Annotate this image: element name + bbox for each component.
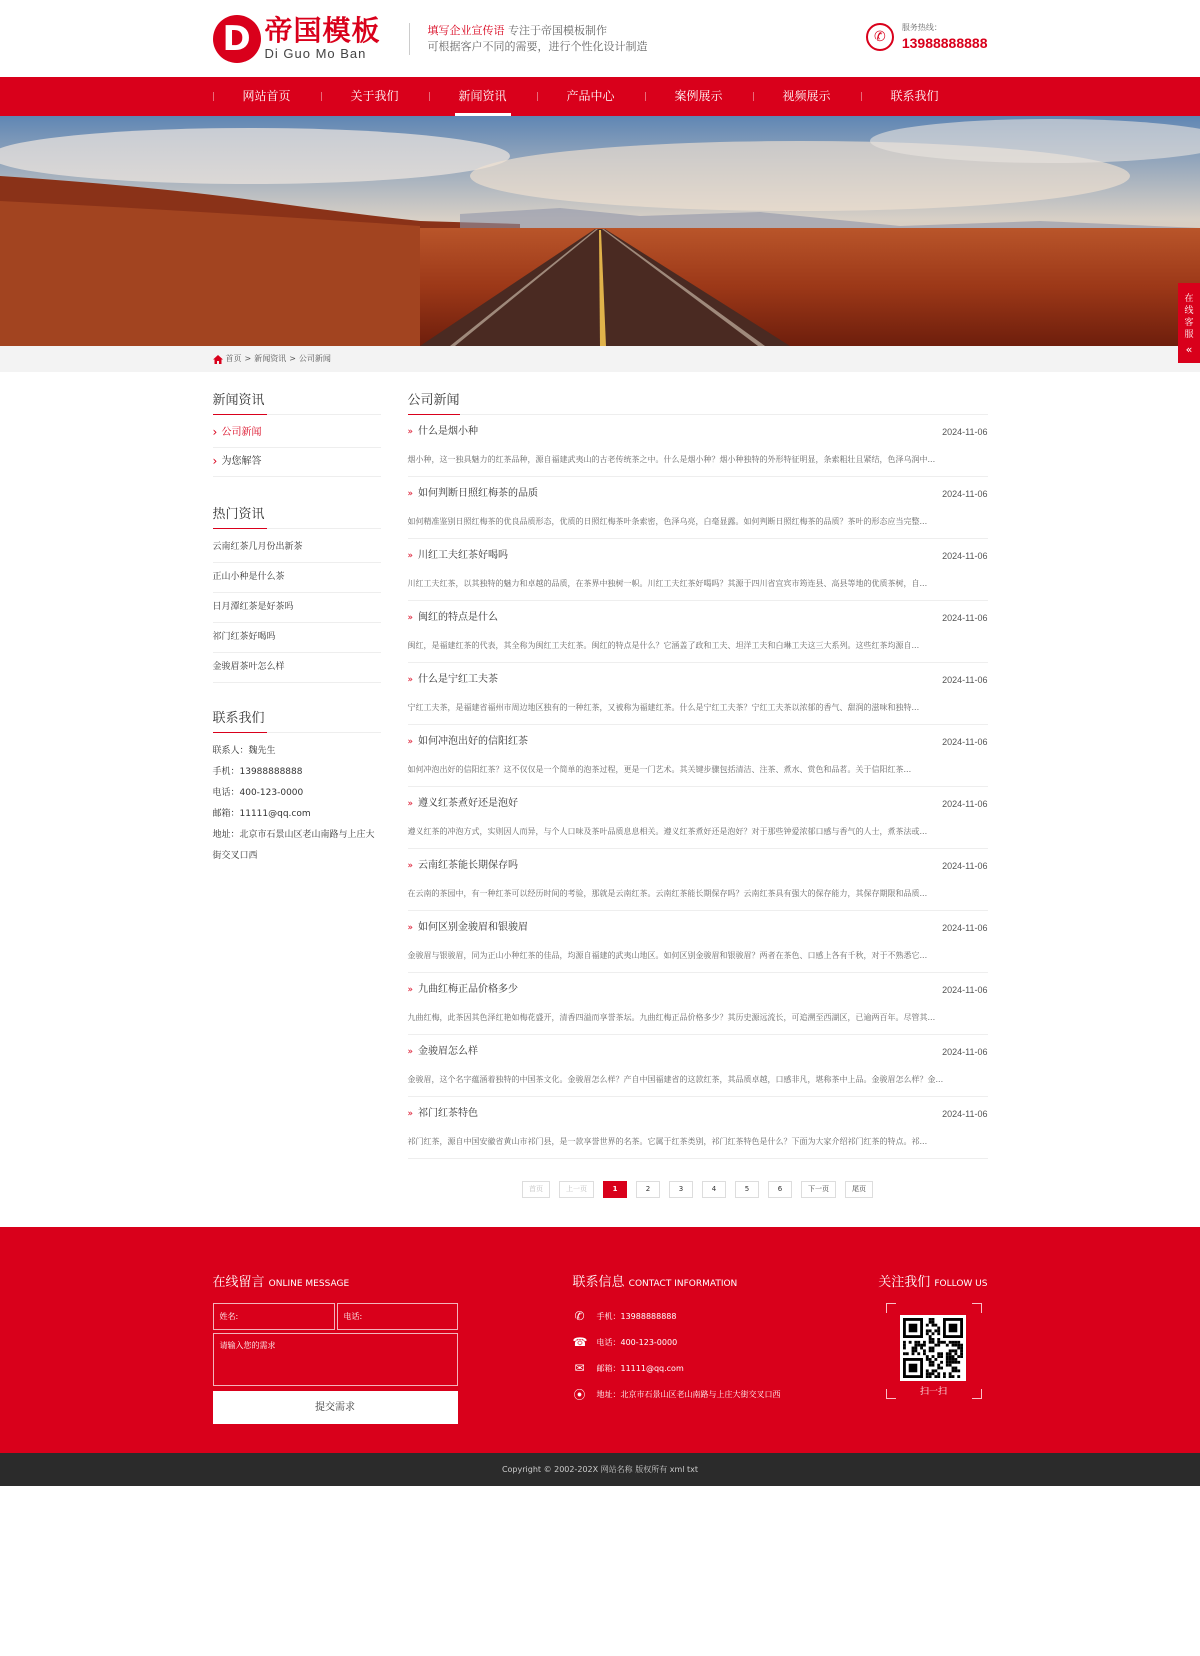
article-date: 2024-11-06 [942,675,988,685]
article-summary: 金骏眉，这个名字蕴涵着独特的中国茶文化。金骏眉怎么样？产自中国福建省的这款红茶，其品质卓越，口感非凡，堪称茶中上品。金骏眉怎么样？金... [407,1075,944,1084]
article-summary: 遵义红茶的冲泡方式，实则因人而异，与个人口味及茶叶品质息息相关。遵义红茶煮好还是泡好？对于那些钟爱浓郁口感与香气的人士，煮茶法或... [407,827,928,836]
slogan-line2: 可根据客户不同的需要，进行个性化设计制造 [427,40,648,53]
article-item[interactable] [408,725,988,787]
hot-news-item[interactable]: 祁门红茶好喝吗 [213,623,381,653]
phone-icon: ✆ [866,23,894,51]
slogan-text: 专注于帝国模板制作 [504,24,607,37]
hotline-number: 13988888888 [901,35,988,51]
article-list [408,415,988,1159]
sidebar-item-faq[interactable]: › 为您解答 [213,448,381,477]
article-date: 2024-11-06 [942,737,988,747]
article-summary: 宁红工夫茶，是福建省福州市周边地区独有的一种红茶，又被称为福建红茶。什么是宁红工夫茶？宁红工夫茶以浓郁的香气、甜润的滋味和独特... [407,703,920,712]
slogan-highlight: 填写企业宣传语 [427,24,505,37]
online-service-label: 在线客服 [1184,294,1194,340]
contact-email: 邮箱：11111@qq.com [212,809,311,819]
main-area [213,372,988,1227]
home-icon [213,355,223,364]
article-date: 2024-11-06 [942,551,988,561]
contact-tel: 电话：400-123-0000 [212,788,304,798]
article-title[interactable]: » 什么是烟小种 [408,425,479,439]
online-service-tab[interactable] [1178,283,1200,363]
pager-page-3[interactable]: 3 [669,1181,693,1198]
contact-person: 联系人：魏先生 [212,746,276,756]
pager-page-6[interactable]: 6 [768,1181,792,1198]
footer-contact [573,1276,823,1424]
article-date: 2024-11-06 [942,613,988,623]
scan-label: 扫一扫 [919,1387,947,1397]
phone-icon: ✆ [574,1309,585,1323]
sidebar-item-company-news[interactable]: › 公司新闻 [213,419,381,448]
article-summary: 金骏眉与银骏眉，同为正山小种红茶的佳品，均源自福建的武夷山地区。如何区别金骏眉和银骏眉？两者在茶色、口感上各有千秋，对于不熟悉它... [407,951,928,960]
article-item[interactable] [408,849,988,911]
pager-last[interactable]: 尾页 [845,1181,873,1198]
pager-page-1[interactable]: 1 [603,1181,627,1198]
article-item[interactable] [408,973,988,1035]
breadcrumb-home[interactable]: 首页 [225,354,242,363]
article-title[interactable]: » 川红工夫红茶好喝吗 [408,549,509,563]
footer-mobile: 手机：13988888888 [596,1311,677,1321]
article-title[interactable]: » 九曲红梅正品价格多少 [408,983,519,997]
message-title-en: ONLINE MESSAGE [268,1279,350,1289]
submit-button[interactable]: 提交需求 [213,1391,458,1424]
article-summary: 祁门红茶，源自中国安徽省黄山市祁门县，是一款享誉世界的名茶。它属于红茶类别，祁门红茶特色是什么？下面为大家介绍祁门红茶的特点。祁... [407,1137,928,1146]
double-chevron-icon: « [1185,343,1193,356]
article-title[interactable]: » 如何区别金骏眉和银骏眉 [408,921,529,935]
article-summary: 烟小种，这一独具魅力的红茶品种，源自福建武夷山的古老传统茶之中。什么是烟小种？烟小种独特的外形特征明显，条索粗壮且紧结，色泽乌润中... [407,455,936,464]
article-date: 2024-11-06 [942,799,988,809]
news-content [408,389,988,1227]
pager-page-5[interactable]: 5 [735,1181,759,1198]
article-item[interactable] [408,911,988,973]
banner-image [0,116,1200,356]
article-item[interactable] [408,539,988,601]
site-header [213,0,988,77]
article-summary: 九曲红梅，此茶因其色泽红艳如梅花盛开，清香四溢而享誉茶坛。九曲红梅正品价格多少？其历史源远流长，可追溯至西湖区，已逾两百年。尽管其... [407,1013,936,1022]
article-date: 2024-11-06 [942,489,988,499]
breadcrumb-news[interactable]: 新闻资讯 [254,354,287,363]
logo-subtitle: Di Guo Mo Ban [264,46,367,61]
content-title: 公司新闻 [408,389,988,415]
breadcrumb-sep: > [289,354,296,363]
article-date: 2024-11-06 [942,923,988,933]
sidebar [213,389,381,1227]
article-title[interactable]: » 什么是宁红工夫茶 [408,673,499,687]
copyright-bar: Copyright © 2002-202X 网站名称 版权所有 xml txt [0,1453,1200,1486]
breadcrumb-bar [0,343,1200,372]
contact-info-title-en: CONTACT INFORMATION [628,1279,738,1289]
contact-address: 地址：北京市石景山区老山南路与上庄大街交叉口西 [212,830,375,861]
sidebar-hot-title: 热门资讯 [213,503,381,529]
article-item[interactable] [408,663,988,725]
pager-page-4[interactable]: 4 [702,1181,726,1198]
hot-news-item[interactable]: 金骏眉茶叶怎么样 [213,653,381,683]
contact-mobile: 手机：13988888888 [212,767,303,777]
breadcrumb [213,346,988,372]
article-title[interactable]: » 祁门红茶特色 [408,1107,479,1121]
footer-address: 地址：北京市石景山区老山南路与上庄大街交叉口西 [596,1389,781,1399]
article-item[interactable] [408,415,988,477]
article-title[interactable]: » 如何冲泡出好的信阳红茶 [408,735,529,749]
breadcrumb-sep: > [244,354,252,363]
phone-field[interactable]: 电话: [337,1303,458,1330]
hot-news-list [213,533,381,683]
logo-title: 帝国模板 [264,14,381,47]
footer-message [213,1276,458,1424]
qr-code-box [886,1303,982,1399]
article-item[interactable] [408,787,988,849]
hotline-label: 服务热线： [901,23,942,32]
footer [0,1227,1200,1453]
follow-title-en: FOLLOW US [934,1279,988,1289]
footer-tel: 电话：400-123-0000 [596,1337,678,1347]
main-nav [0,77,1200,116]
nav-contact[interactable]: 联系我们 [861,77,969,116]
article-summary: 如何精准鉴别日照红梅茶的优良品质形态，优质的日照红梅茶叶条索密，色泽乌亮，白毫显露。如何判断日照红梅茶的品质？茶叶的形态应当完整... [407,517,928,526]
message-title: 在线留言 [212,1275,265,1290]
hot-news-item[interactable]: 日月潭红茶是好茶吗 [213,593,381,623]
pager-first[interactable]: 首页 [522,1181,550,1198]
mail-icon: ✉ [574,1361,585,1375]
logo-mark: D [213,15,261,63]
article-date: 2024-11-06 [942,985,988,995]
article-item[interactable] [408,601,988,663]
sidebar-subnav [213,419,381,477]
article-summary: 闽红，是福建红茶的代表，其全称为闽红工夫红茶。闽红的特点是什么？它涵盖了政和工夫、坦洋工夫和白琳工夫这三大系列。这些红茶均源自... [407,641,920,650]
article-summary: 川红工夫红茶，以其独特的魅力和卓越的品质，在茶界中独树一帜。川红工夫红茶好喝吗？其源于四川省宜宾市筠连县、高县等地的优质茶树，自... [407,579,928,588]
article-summary: 在云南的茶园中，有一种红茶可以经历时间的考验，那就是云南红茶。云南红茶能长期保存吗？云南红茶具有强大的保存能力，其保存期限和品质... [407,889,928,898]
message-form [213,1303,458,1424]
sidebar-contact-title: 联系我们 [213,707,381,733]
article-summary: 如何冲泡出好的信阳红茶？这不仅仅是一个简单的泡茶过程，更是一门艺术。其关键步骤包括清洁、注茶、煮水、赏色和品茗。关于信阳红茶... [407,765,912,774]
contact-info-title: 联系信息 [572,1275,625,1290]
hot-news-item[interactable]: 正山小种是什么茶 [213,563,381,593]
sidebar-news-title: 新闻资讯 [213,389,381,415]
nav-news[interactable]: 新闻资讯 [429,77,537,116]
footer-follow [868,1276,988,1424]
pager-page-2[interactable]: 2 [636,1181,660,1198]
qr-code-image [900,1315,966,1381]
demand-textarea[interactable]: 请输入您的需求 [213,1333,458,1386]
article-title[interactable]: » 云南红茶能长期保存吗 [408,859,519,873]
article-date: 2024-11-06 [942,427,988,437]
article-title[interactable]: » 金骏眉怎么样 [408,1045,479,1059]
nav-videos[interactable]: 视频展示 [753,77,861,116]
nav-cases[interactable]: 案例展示 [645,77,753,116]
article-date: 2024-11-06 [942,861,988,871]
article-title[interactable]: » 遵义红茶煮好还是泡好 [408,797,519,811]
pagination [408,1181,988,1198]
article-item[interactable] [408,1097,988,1159]
article-title[interactable]: » 闽红的特点是什么 [408,611,499,625]
banner-road-illustration [0,116,1200,346]
article-title[interactable]: » 如何判断日照红梅茶的品质 [408,487,539,501]
nav-products[interactable]: 产品中心 [537,77,645,116]
follow-title: 关注我们 [878,1275,931,1290]
hotline [866,22,988,52]
article-item[interactable] [408,1035,988,1097]
breadcrumb-current[interactable]: 公司新闻 [298,354,331,363]
footer-email: 邮箱：11111@qq.com [596,1363,684,1373]
location-icon: ⦿ [573,1387,586,1402]
pager-prev[interactable]: 上一页 [559,1181,594,1198]
sidebar-contact [213,741,381,867]
article-date: 2024-11-06 [942,1047,988,1057]
hot-news-item[interactable]: 云南红茶几月份出新茶 [213,533,381,563]
name-field[interactable]: 姓名: [213,1303,335,1330]
slogan [409,23,648,55]
telephone-icon: ☎ [572,1335,588,1349]
nav-about[interactable]: 关于我们 [321,77,429,116]
article-item[interactable] [408,477,988,539]
nav-home[interactable]: 网站首页 [213,77,321,116]
article-date: 2024-11-06 [942,1109,988,1119]
pager-next[interactable]: 下一页 [801,1181,836,1198]
site-logo[interactable] [213,15,381,63]
